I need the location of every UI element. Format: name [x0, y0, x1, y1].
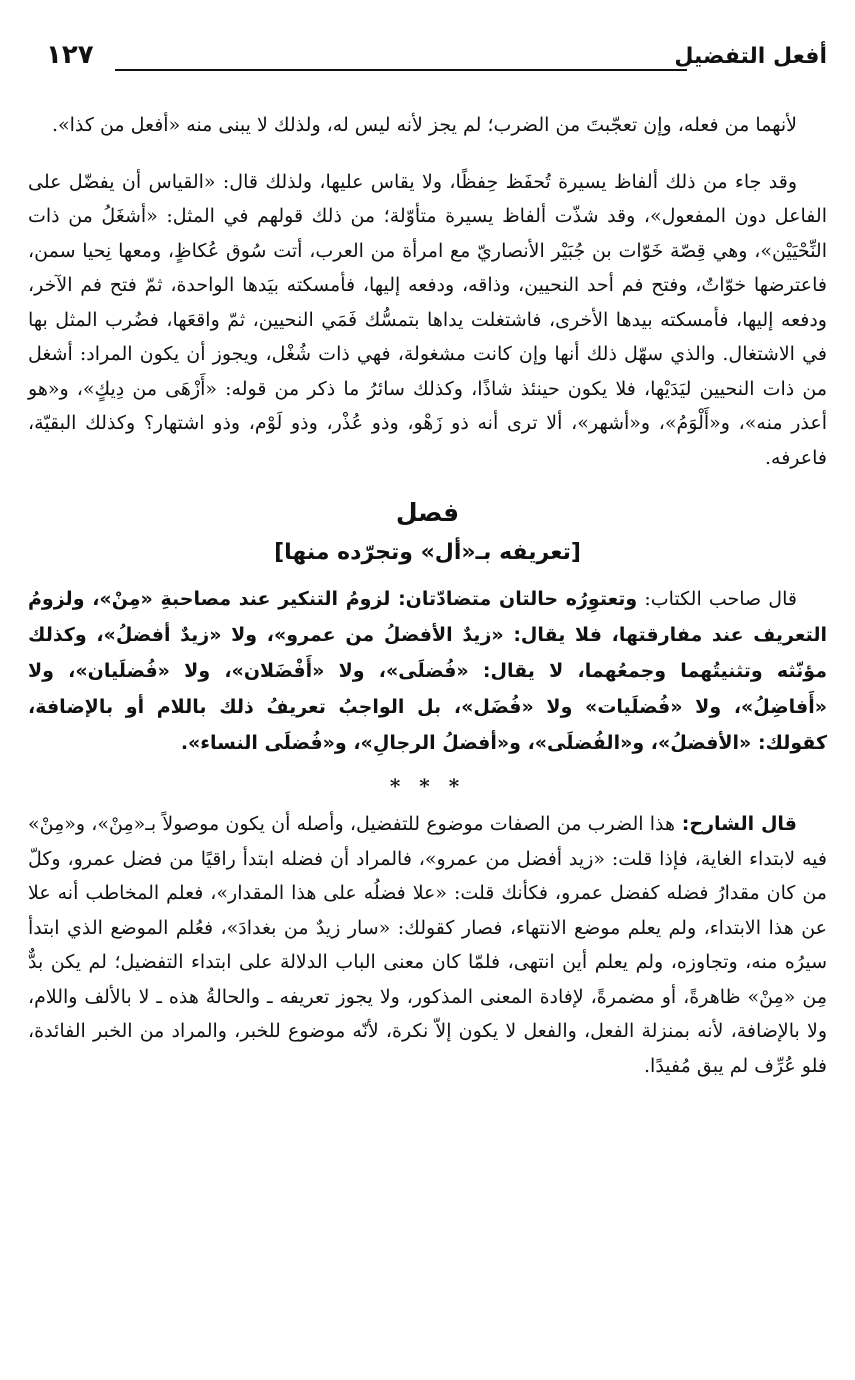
paragraph-2: وقد جاء من ذلك ألفاظ يسيرة تُحفَظ حِفظًا، ولا يقاس عليها، ولذلك قال: «القياس أن يفضّل على الفاعل دون المفعول»، وقد شذّت ألفاظ يسيرة متأوّلة؛ من ذلك قولهم في المثل: «أشغَلُ من ذات النِّحْيَيْن»، وهي قِصّة خَوّات بن جُبَيْر الأنصاريّ مع امرأة من العرب، أتت سُوق عُكاظٍ، ومعها نِحيا سمن، فاعترضها خوّاتٌ، وفتح فم أحد النحيين، وذاقه، ودفعه إليها، فأمسكته بيَدها الواحدة، ثمّ فتح فم الآخر، ودفعه إليها، فأمسكته بيدها الأخرى، فاشتغلت يداها بتمسُّك فَمَي النحيين، ثمّ واقعَها، فضُرب المثل بها في الاشتغال. والذي سهّل ذلك أنها وإن كانت مشغولة، فهي ذات شُغْل، ويجوز أن يكون المراد: أشغل من ذات النحيين ليَدَيْها، فلا يكون حينئذ شاذًا، وكذلك سائرُ ما ذكر من قوله: «أَزْهَى من دِيكٍ»، و«هو أعذر منه»، و«أَلْوَمُ»، و«أشهر»، ألا ترى أنه ذو زَهْو، وذو عُذْر، وذو لَوْم، وذو اشتهار؟ وكذلك البقيّة، فاعرفه.	[28, 170, 827, 469]
page-number: ١٢٧	[46, 40, 94, 70]
matn-intro: قال صاحب الكتاب:	[637, 588, 797, 610]
matn-text: وتعتوِرُه حالتان متضادّتان: لزومُ التنكير عند مصاحبةِ «مِنْ»، ولزومُ التعريف عند مفارقتها، فلا يقال: «زيدٌ الأفضلُ من عمرو»، ولا «زيدٌ أفضلُ»، وكذلك مؤنّثه وتثنيتُهما وجمعُهما، لا يقال: «فُضلَى»، ولا «أَفْضَلان»، ولا «فُضلَيان»، ولا «أَفاضِلُ»، ولا «فُضلَيات» ولا «فُضَل»، بل الواجبُ تعريفُ ذلك باللام أو بالإضافة، كقولك: «الأفضلُ»، و«الفُضلَى»، و«أفضلُ الرجالِ»، و«فُضلَى النساء».	[28, 588, 827, 754]
paragraph-1: لأنهما من فعله، وإن تعجّبتَ من الضرب؛ لم يجز لأنه ليس له، ولذلك لا يبنى منه «أفعل من كذا».	[51, 114, 797, 136]
page-body	[28, 108, 827, 1083]
running-header	[40, 40, 827, 80]
paragraph-gap	[28, 143, 827, 165]
matn-paragraph	[28, 581, 827, 761]
header-rule	[115, 69, 687, 71]
sharh-intro: قال الشارح:	[675, 813, 797, 835]
sharh-text: هذا الضرب من الصفات موضوع للتفضيل، وأصله أن يكون موصولاً بـ«مِنْ»، و«مِنْ» فيه لابتداء الغاية، فإذا قلت: «زيد أفضل من عمرو»، فالمراد أن فضله ابتدأ راقيًا من فضل عمرو، وكلّ من كان مقدارُ فضله كفضل عمرو، فكأنك قلت: «علا فضلُه على هذا المقدار»، فعلم المخاطب أنه علا عن هذا الابتداء، ولم يعلم موضع الانتهاء، فصار كقولك: «سار زيدٌ من بغدادَ»، فعُلم الموضع الذي ابتدأ سيرُه منه، وتجاوزه، ولم يعلم أين انتهى، فلمّا كان معنى الباب الدلالة على ابتداء التفضيل؛ لم يكن بدٌّ مِن «مِنْ» ظاهرةً، أو مضمرةً، لإفادة المعنى المذكور، ولا يجوز تعريفه ـ والحالةُ هذه ـ لا بالألف واللام، ولا بالإضافة، لأنه بمنزلة الفعل، والفعل لا يكون إلاّ نكرة، لأنّه موضوع للخبر، والمراد من الخبر الفائدة، فلو عُرِّف لم يبق مُفيدًا.	[28, 813, 827, 1077]
separator-stars: * * *	[389, 774, 466, 798]
sharh-paragraph	[28, 807, 827, 1083]
section-gap	[28, 475, 827, 493]
header-title: أفعل التفضيل	[674, 44, 827, 69]
section-subtitle: [تعريفه بـ«أل» وتجرّده منها]	[274, 540, 581, 565]
section-title: فصل	[395, 498, 460, 527]
